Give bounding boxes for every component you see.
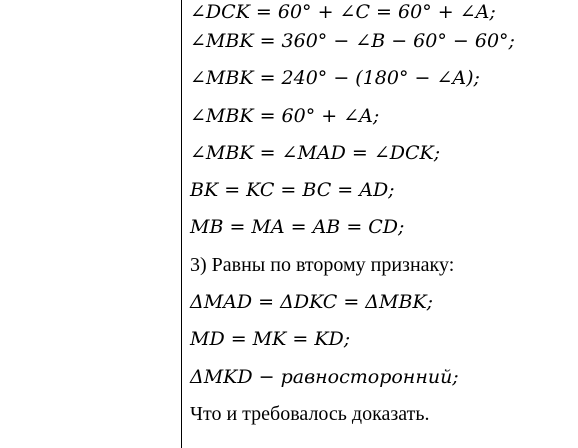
proof-line: MD = MK = KD; — [190, 328, 351, 351]
proof-lines — [190, 0, 570, 436]
proof-line: MB = MA = AB = CD; — [190, 216, 405, 239]
proof-line: ∠MBK = 360° − ∠B − 60° − 60°; — [190, 30, 515, 52]
proof-line: 3) Равны по второму признаку: — [190, 253, 455, 276]
vertical-rule — [181, 0, 182, 448]
proof-line: BK = KC = BC = AD; — [190, 179, 395, 202]
proof-line: ∠MBK = ∠MAD = ∠DCK; — [190, 141, 441, 164]
proof-line: ∠DCK = 60° + ∠C = 60° + ∠A; — [190, 1, 496, 23]
proof-line: Что и требовалось доказать. — [190, 402, 430, 425]
proof-line: ΔMAD = ΔDKC = ΔMBK; — [190, 291, 434, 314]
proof-line: ∠MBK = 60° + ∠A; — [190, 104, 380, 127]
proof-line: ∠MBK = 240° − (180° − ∠A); — [190, 67, 480, 90]
proof-line: ΔMKD − равносторонний; — [190, 365, 459, 388]
